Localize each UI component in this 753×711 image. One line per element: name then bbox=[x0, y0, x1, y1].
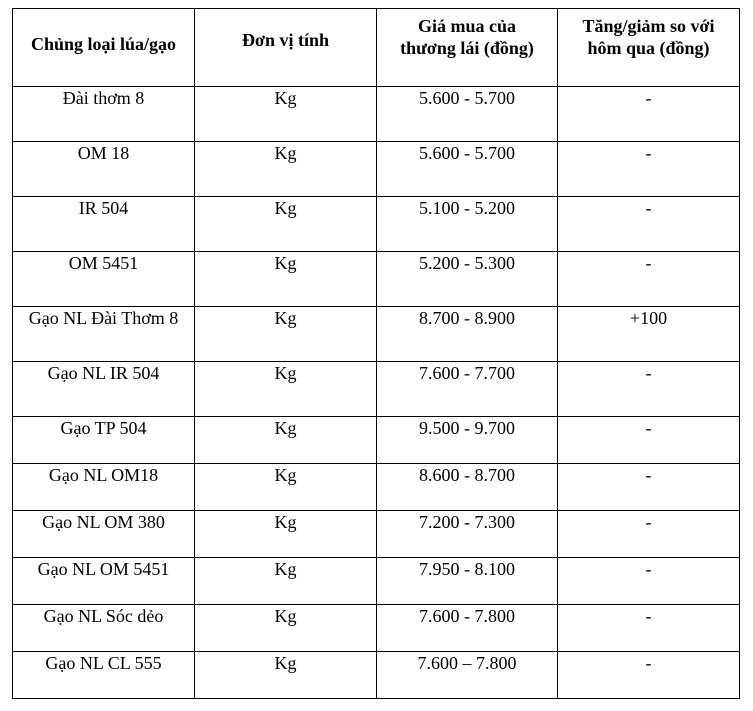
unit-cell: Kg bbox=[195, 511, 377, 558]
rice-type-cell: Gạo NL Đài Thơm 8 bbox=[13, 307, 195, 362]
rice-type-cell: Đài thơm 8 bbox=[13, 87, 195, 142]
table-header bbox=[13, 9, 740, 87]
unit-cell: Kg bbox=[195, 142, 377, 197]
price-cell: 7.950 - 8.100 bbox=[377, 558, 558, 605]
change-cell: - bbox=[558, 142, 740, 197]
header-row bbox=[13, 9, 740, 87]
change-cell: - bbox=[558, 558, 740, 605]
header-change-label: Tăng/giảm so với hôm qua (đồng) bbox=[582, 16, 715, 58]
table-row bbox=[13, 142, 740, 197]
rice-type-cell: Gạo NL OM18 bbox=[13, 464, 195, 511]
header-rice-type-label: Chủng loại lúa/gạo bbox=[30, 34, 177, 54]
table-row bbox=[13, 464, 740, 511]
header-rice-type bbox=[13, 9, 195, 87]
header-trader-price bbox=[377, 9, 558, 87]
price-cell: 7.600 – 7.800 bbox=[377, 652, 558, 699]
table-row bbox=[13, 307, 740, 362]
rice-type-cell: IR 504 bbox=[13, 197, 195, 252]
rice-type-cell: Gạo NL Sóc dẻo bbox=[13, 605, 195, 652]
table-row bbox=[13, 652, 740, 699]
rice-type-cell: Gạo NL OM 380 bbox=[13, 511, 195, 558]
change-cell: - bbox=[558, 605, 740, 652]
rice-price-table bbox=[12, 8, 740, 699]
unit-cell: Kg bbox=[195, 558, 377, 605]
unit-cell: Kg bbox=[195, 417, 377, 464]
price-cell: 8.700 - 8.900 bbox=[377, 307, 558, 362]
table-row bbox=[13, 511, 740, 558]
rice-type-cell: Gạo NL IR 504 bbox=[13, 362, 195, 417]
header-unit-label: Đơn vị tính bbox=[242, 30, 329, 50]
price-cell: 7.200 - 7.300 bbox=[377, 511, 558, 558]
unit-cell: Kg bbox=[195, 197, 377, 252]
price-cell: 5.600 - 5.700 bbox=[377, 142, 558, 197]
unit-cell: Kg bbox=[195, 652, 377, 699]
unit-cell: Kg bbox=[195, 464, 377, 511]
table-body bbox=[13, 87, 740, 699]
table-row bbox=[13, 252, 740, 307]
table-row bbox=[13, 558, 740, 605]
price-cell: 5.200 - 5.300 bbox=[377, 252, 558, 307]
unit-cell: Kg bbox=[195, 605, 377, 652]
rice-type-cell: OM 5451 bbox=[13, 252, 195, 307]
table-row bbox=[13, 362, 740, 417]
table-row bbox=[13, 417, 740, 464]
rice-type-cell: OM 18 bbox=[13, 142, 195, 197]
table-row bbox=[13, 87, 740, 142]
price-cell: 5.600 - 5.700 bbox=[377, 87, 558, 142]
change-cell: - bbox=[558, 87, 740, 142]
price-cell: 8.600 - 8.700 bbox=[377, 464, 558, 511]
rice-type-cell: Gạo NL CL 555 bbox=[13, 652, 195, 699]
rice-type-cell: Gạo TP 504 bbox=[13, 417, 195, 464]
change-cell: - bbox=[558, 511, 740, 558]
price-cell: 9.500 - 9.700 bbox=[377, 417, 558, 464]
unit-cell: Kg bbox=[195, 307, 377, 362]
header-trader-price-label: Giá mua của thương lái (đồng) bbox=[400, 16, 534, 58]
header-change bbox=[558, 9, 740, 87]
table-row bbox=[13, 197, 740, 252]
change-cell: - bbox=[558, 362, 740, 417]
change-cell: - bbox=[558, 652, 740, 699]
header-unit bbox=[195, 9, 377, 87]
table-row bbox=[13, 605, 740, 652]
change-cell: - bbox=[558, 464, 740, 511]
price-cell: 7.600 - 7.800 bbox=[377, 605, 558, 652]
unit-cell: Kg bbox=[195, 362, 377, 417]
change-cell: +100 bbox=[558, 307, 740, 362]
change-cell: - bbox=[558, 417, 740, 464]
price-cell: 7.600 - 7.700 bbox=[377, 362, 558, 417]
change-cell: - bbox=[558, 252, 740, 307]
rice-type-cell: Gạo NL OM 5451 bbox=[13, 558, 195, 605]
price-cell: 5.100 - 5.200 bbox=[377, 197, 558, 252]
unit-cell: Kg bbox=[195, 252, 377, 307]
change-cell: - bbox=[558, 197, 740, 252]
unit-cell: Kg bbox=[195, 87, 377, 142]
